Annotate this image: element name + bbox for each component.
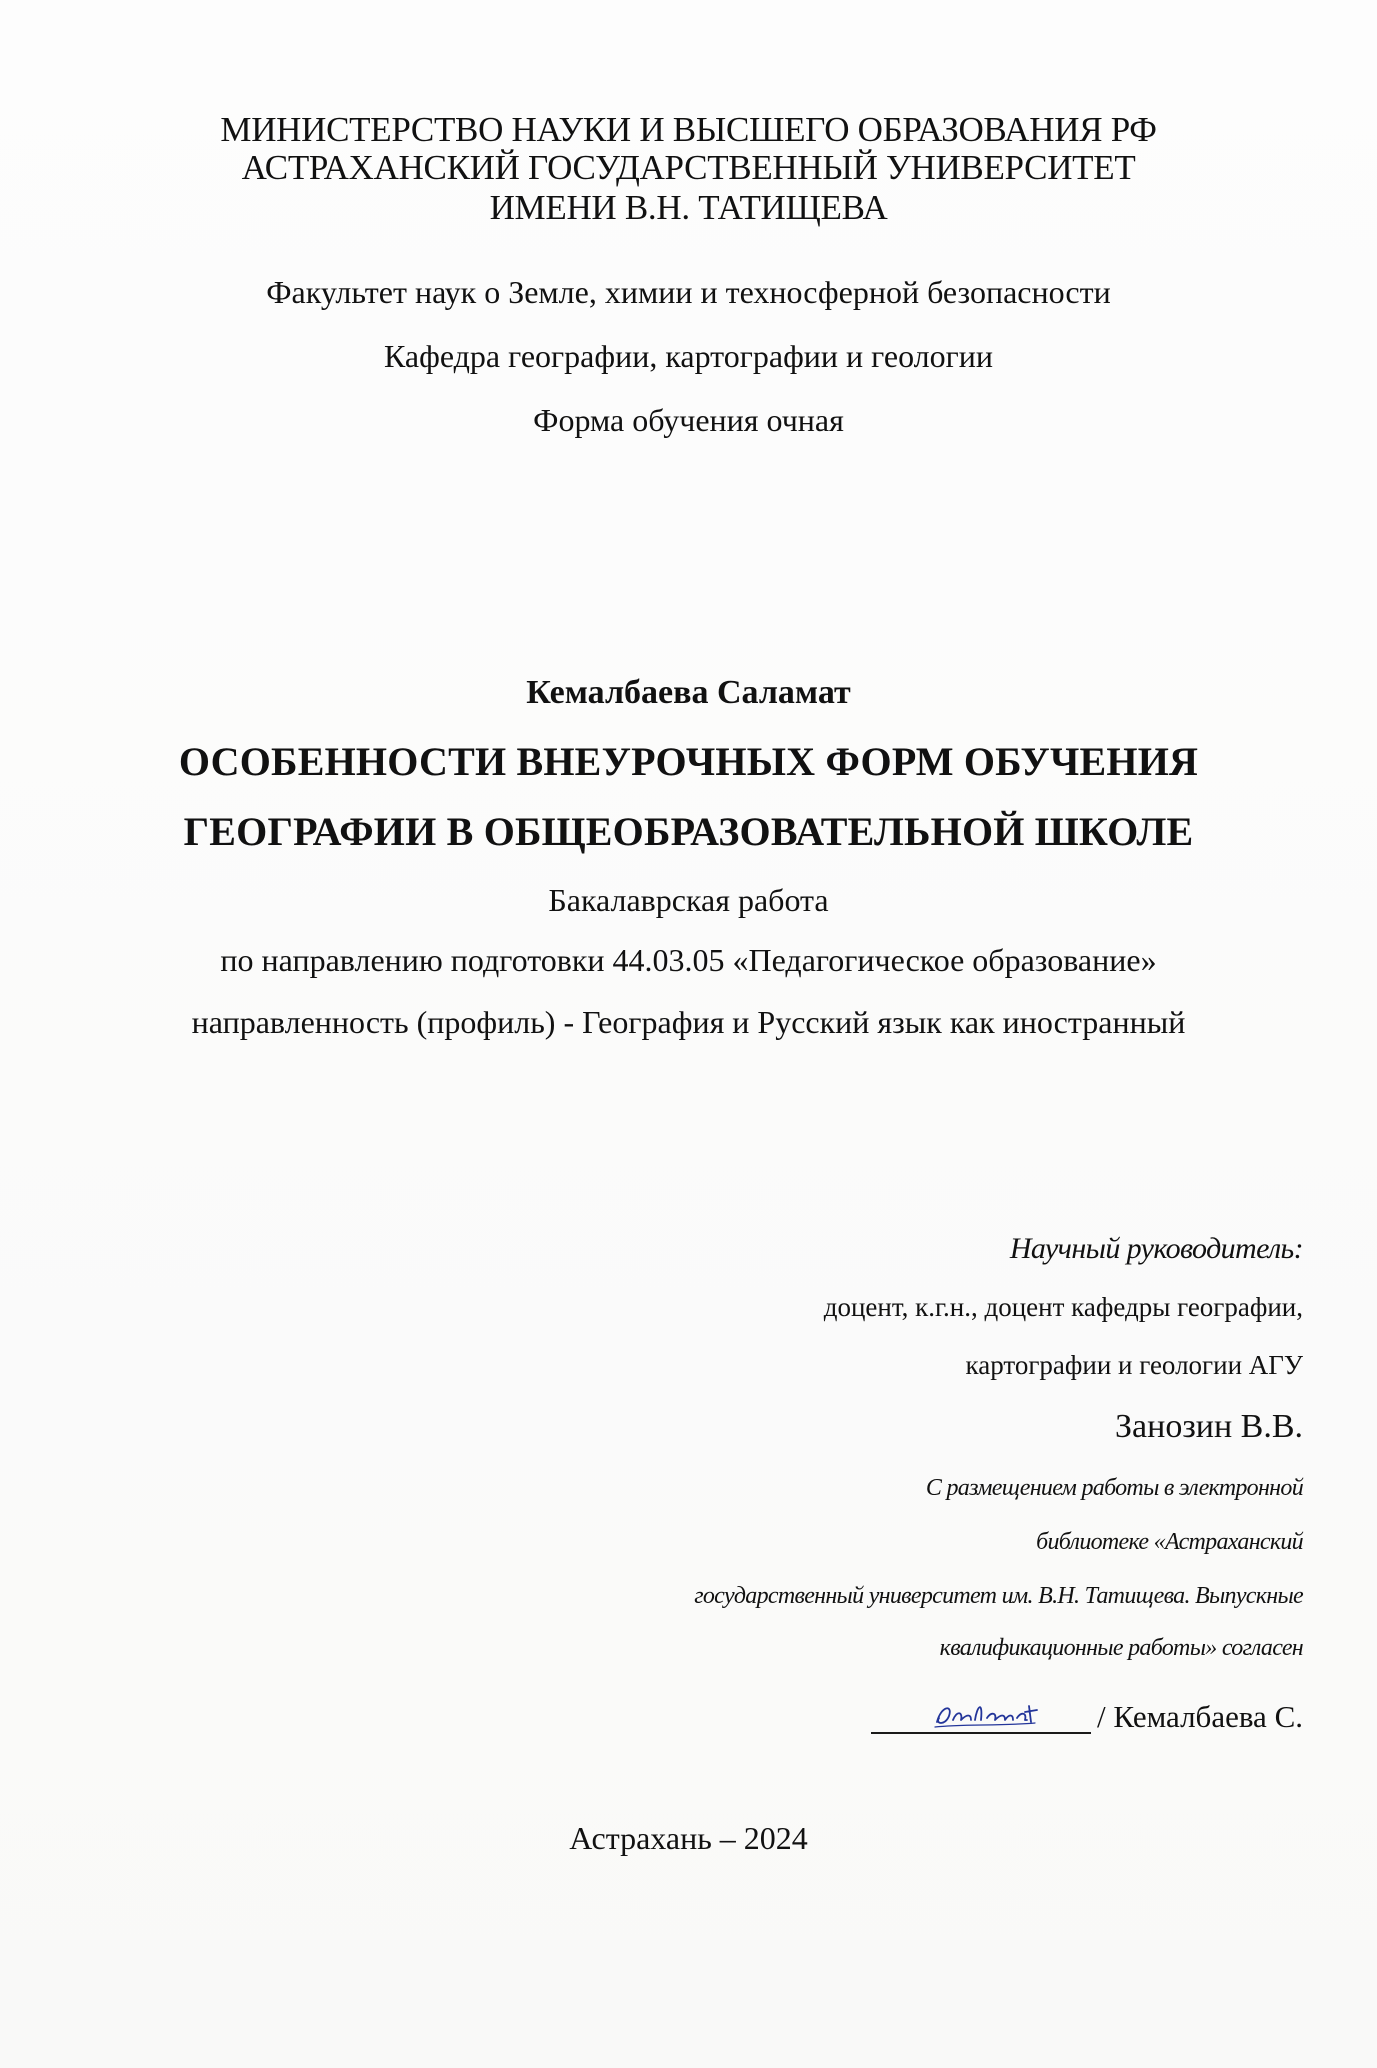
study-profile: направленность (профиль) - География и Русский язык как иностранный xyxy=(191,1004,1186,1040)
signer-name: / Кемалбаева С. xyxy=(1097,1699,1303,1734)
work-type: Бакалаврская работа xyxy=(548,882,829,918)
university-heading: АСТРАХАНСКИЙ ГОСУДАРСТВЕННЫЙ УНИВЕРСИТЕТ xyxy=(241,148,1136,187)
ministry-heading: МИНИСТЕРСТВО НАУКИ И ВЫСШЕГО ОБРАЗОВАНИЯ РФ xyxy=(220,110,1157,149)
supervisor-label: Научный руководитель: xyxy=(1009,1232,1303,1265)
consent-line2: библиотеке «Астраханский xyxy=(1036,1529,1303,1555)
study-direction: по направлению подготовки 44.03.05 «Педагогическое образование» xyxy=(220,942,1157,978)
supervisor-name: Занозин В.В. xyxy=(1115,1408,1303,1445)
supervisor-position-line2: картографии и геологии АГУ xyxy=(965,1350,1303,1380)
faculty-line: Факультет наук о Земле, химии и техносферной безопасности xyxy=(266,274,1111,310)
consent-line1: С размещением работы в электронной xyxy=(925,1475,1303,1501)
author-name: Кемалбаева Саламат xyxy=(526,674,851,711)
handwritten-signature xyxy=(931,1696,1041,1732)
department-line: Кафедра географии, картографии и геологии xyxy=(383,338,993,374)
thesis-title-line1: ОСОБЕННОСТИ ВНЕУРОЧНЫХ ФОРМ ОБУЧЕНИЯ xyxy=(178,739,1199,784)
thesis-title-line2: ГЕОГРАФИИ В ОБЩЕОБРАЗОВАТЕЛЬНОЙ ШКОЛЕ xyxy=(183,809,1194,854)
city-year: Астрахань – 2024 xyxy=(569,1820,808,1856)
consent-line3: государственный университет им. В.Н. Татищева. Выпускные xyxy=(694,1583,1303,1609)
study-form-line: Форма обучения очная xyxy=(533,402,844,438)
signature-line xyxy=(871,1692,1091,1734)
supervisor-position-line1: доцент, к.г.н., доцент кафедры географии, xyxy=(823,1292,1303,1322)
university-named-after: ИМЕНИ В.Н. ТАТИЩЕВА xyxy=(489,188,888,227)
signature-row xyxy=(871,1690,1303,1734)
consent-line4: квалификационные работы» согласен xyxy=(939,1635,1303,1661)
